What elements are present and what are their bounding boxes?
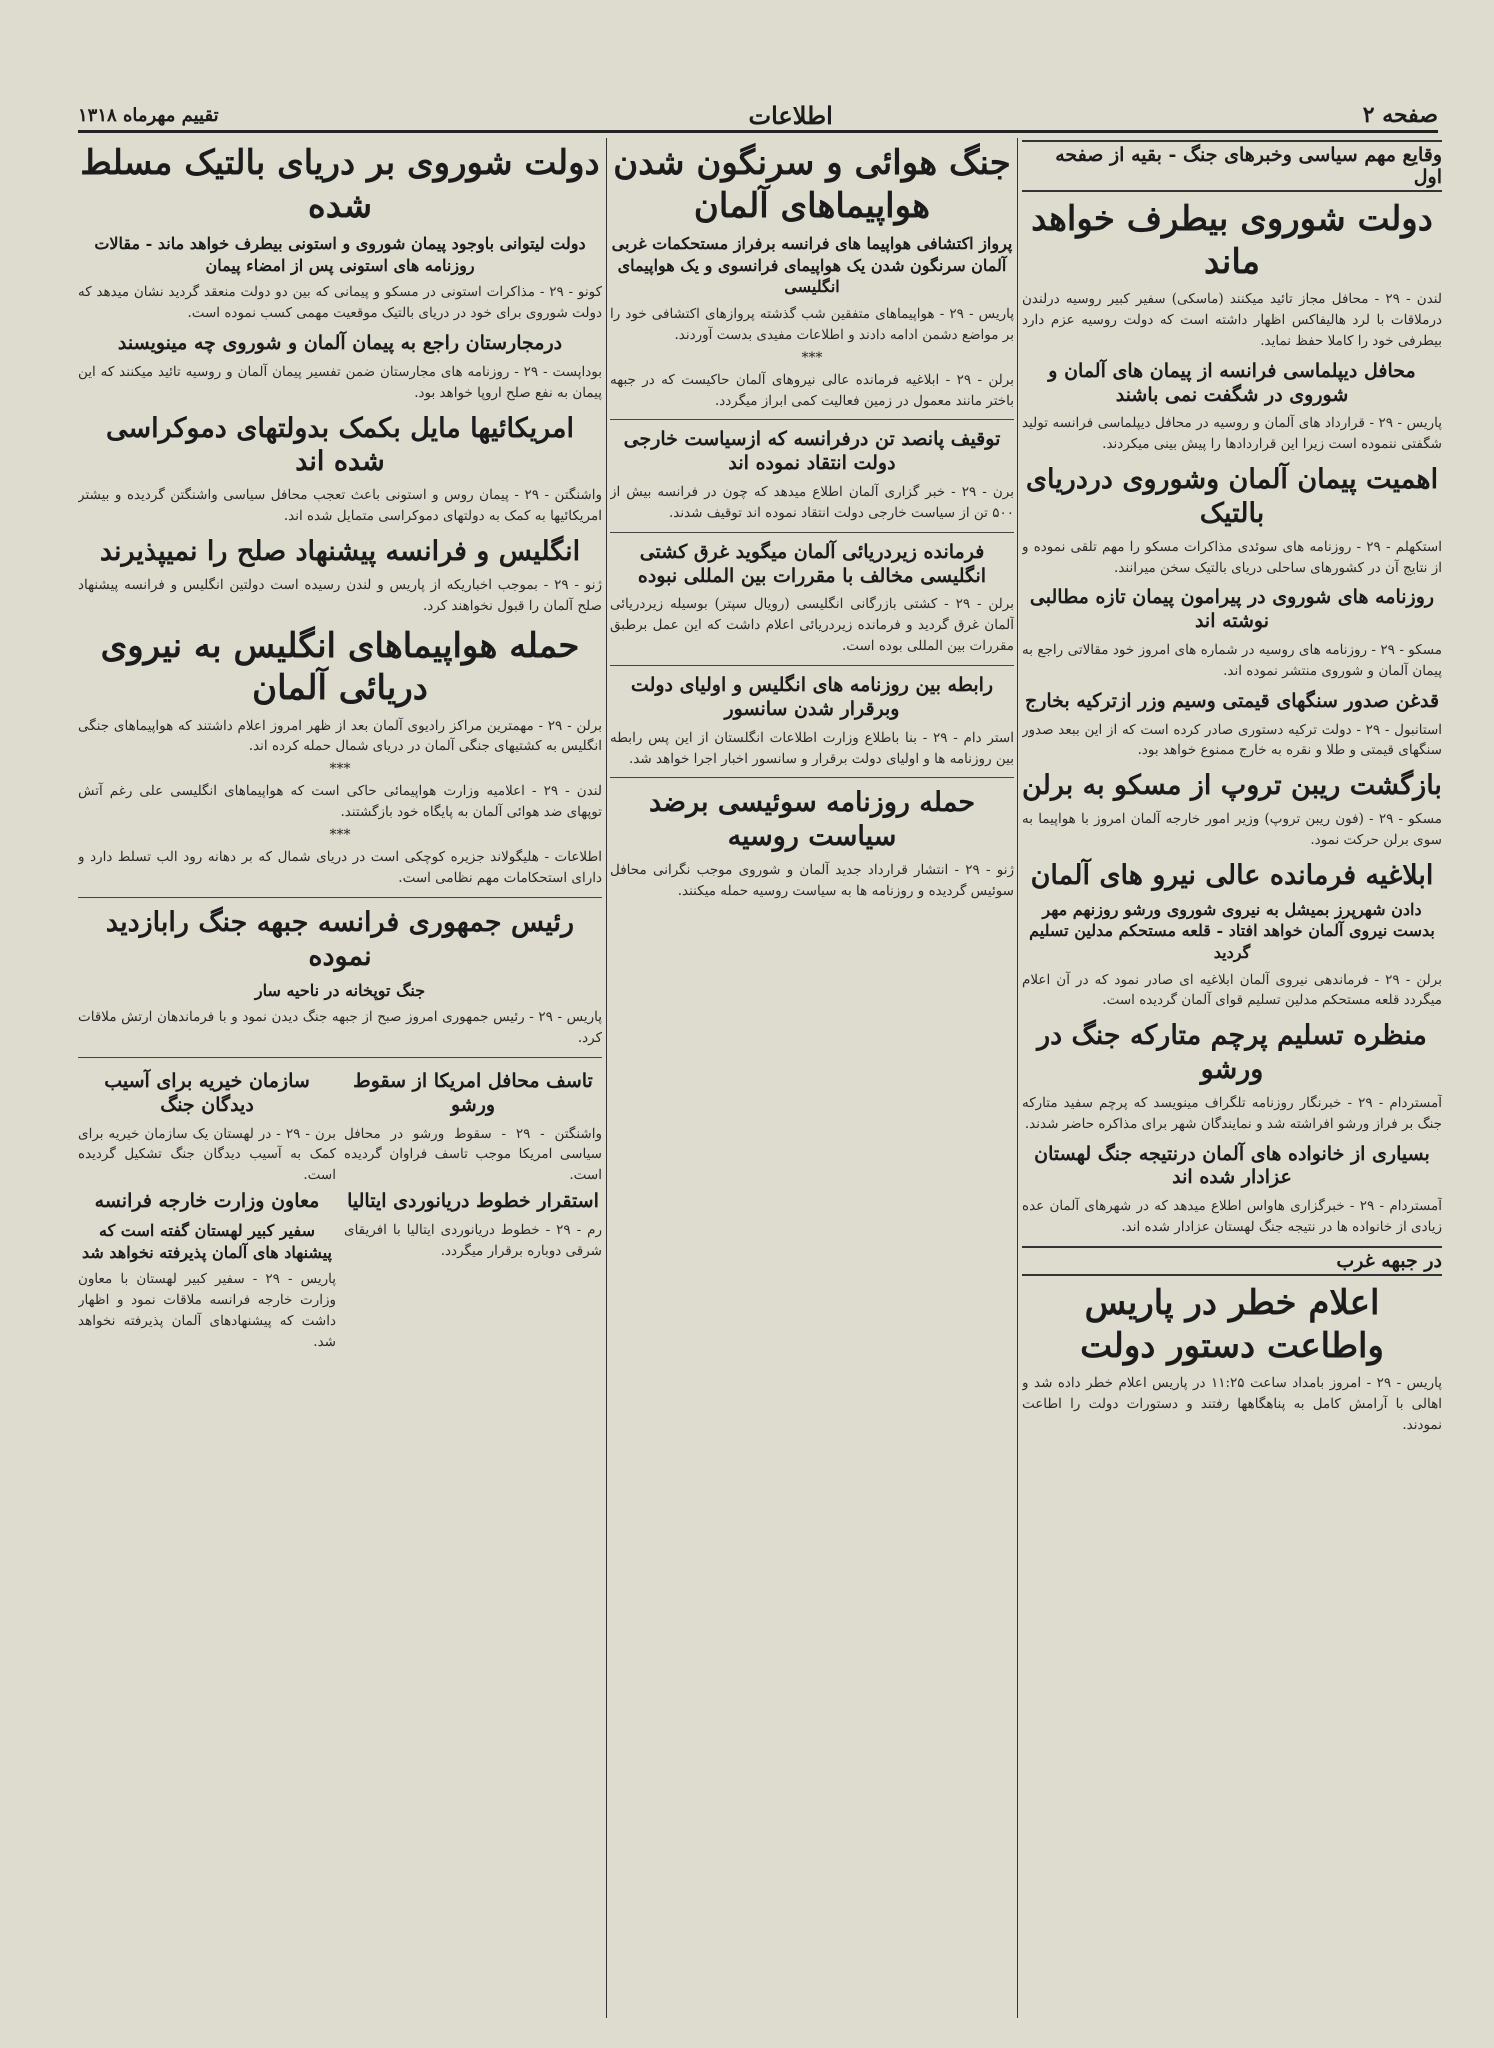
headline: سازمان خیریه برای آسیب دیدگان جنگ	[104, 1070, 310, 1116]
headline: انگلیس و فرانسه پیشنهاد صلح را نمیپذیرند	[99, 535, 581, 567]
article-body: استکهلم - ۲۹ - روزنامه های سوئدی مذاکرات مسکو را مهم تلقی نموده و از نتایج آن در کشورهای ساحلی دریای بالتیک سخن میرانند.	[1022, 538, 1442, 576]
article-body: برن - ۲۹ - خبر گزاری آلمان اطلاع میدهد که چون در فرانسه بیش از ۵۰۰ تن از سیاست خارجی دولت انتقاد نموده اند توقیف شدند.	[610, 483, 1014, 521]
headline: دولت شوروی بیطرف خواهد ماند	[1031, 199, 1433, 282]
bottom-left-cell	[78, 1066, 336, 1353]
article-body: برلن - ۲۹ - کشتی بازرگانی انگلیسی (رویال سپتر) بوسیله زیردریائی آلمان غرق گردید و فرمانده زیردریائی اعلام داشت که این عمل برطبق مقررات بین المللی بوده است.	[610, 596, 1014, 655]
article-body: اطلاعات - هلیگولاند جزیره کوچکی است در دریای شمال که بر دهانه رود الب تسلط دارد و دارای استحکامات مهم نظامی است.	[78, 849, 602, 887]
headline: رابطه بین روزنامه های انگلیس و اولیای دولت وبرقرار شدن سانسور	[630, 674, 994, 720]
article-body: پاریس - ۲۹ - هواپیماهای متفقین شب گذشته پروازهای اکتشافی خود را بر مواضع دشمن ادامه دادند و اطلاعات مفیدی بدست آوردند.	[610, 305, 1014, 343]
article-body: ژنو - ۲۹ - انتشار قرارداد جدید آلمان و شوروی موجب نگرانی محافل سوئیس گردیده و روزنامه ها به سیاست روسیه حمله میکنند.	[610, 861, 1014, 899]
column-rule-left	[606, 138, 607, 2018]
masthead	[78, 100, 1438, 133]
article-body: استانبول - ۲۹ - دولت ترکیه دستوری صادر کرده است که از این ببعد صدور سنگهای قیمتی و طلا و نقره به خارج ممنوع خواهد بود.	[1022, 721, 1442, 759]
article-body: برلن - ۲۹ - ابلاغیه فرمانده عالی نیروهای آلمان حاکیست که در جبهه باختر مانند معمول در زمین فعالیت کمی ابراز میگردد.	[610, 371, 1014, 409]
headline: اهمیت پیمان آلمان وشوروی دردریای بالتیک	[1025, 464, 1439, 529]
article-body: استر دام - ۲۹ - بنا باطلاع وزارت اطلاعات انگلستان از این پس رابطه بین روزنامه ها و اولیای دولت برقرار و سانسور اخبار اجرا خواهد شد.	[610, 729, 1014, 767]
article-air-war	[610, 142, 1014, 411]
headline: توقیف پانصد تن درفرانسه که ازسیاست خارجی دولت انتقاد نموده اند	[623, 428, 1001, 475]
headline: رئیس جمهوری فرانسه جبهه جنگ رابازدید نموده	[105, 907, 575, 972]
article-peace-rejected	[78, 535, 602, 617]
article-americans-democracies	[78, 412, 602, 527]
divider	[78, 897, 602, 898]
article-swiss-paper	[610, 786, 1014, 901]
article-body: کونو - ۲۹ - مذاکرات استونی در مسکو و پیمانی که بین دو دولت منعقد گردید نشان میدهد که دولت شوروی برای خود در دریای بالتیک موقعیت مهمی کسب نموده است.	[78, 284, 602, 322]
column-rule-right	[1017, 138, 1018, 2018]
article-ribbentrop-return	[1022, 769, 1442, 851]
article-president-front	[78, 906, 602, 1049]
article-raf-attack	[78, 625, 602, 890]
article-body: برن - ۲۹ - در لهستان یک سازمان خیریه برای کمک به آسیب دیدگان جنگ تشکیل گردیده است.	[78, 1125, 336, 1184]
page-number: صفحه ۲	[1362, 102, 1438, 128]
article-turkey-export	[1022, 690, 1442, 762]
article-body: لندن - ۲۹ - اعلامیه وزارت هواپیمائی حاکی است که هواپیماهای انگلیسی علی رغم آتش توپهای ضد هوائی آلمان به پایگاه خود بازگشتند.	[78, 783, 602, 821]
subheadline: پرواز اکتشافی هواپیما های فرانسه برفراز مستحکمات غربی آلمان سرنگون شدن یک هواپیمای فرانسوی و یک هواپیمای انگلیسی	[611, 234, 1013, 297]
article-submarine-commander	[610, 541, 1014, 657]
headline: معاون وزارت خارجه فرانسه	[94, 1190, 320, 1213]
headline: امریکائیها مایل بکمک بدولتهای دموکراسی شده اند	[105, 412, 575, 478]
newspaper-name: اطلاعات	[748, 100, 833, 130]
article-uk-censorship	[610, 674, 1014, 769]
bottom-row	[78, 1066, 602, 1353]
headline: جنگ هوائی و سرنگون شدن هواپیماهای آلمان	[613, 143, 1011, 226]
divider	[610, 665, 1014, 666]
headline: حمله روزنامه سوئیسی برضد سیاست روسیه	[648, 787, 976, 853]
column-right	[1022, 138, 1442, 2018]
article-body: لندن - ۲۹ - محافل مجاز تائید میکنند (ماسکی) سفیر کبیر روسیه درلندن درملاقات با لرد هالیفاکس اظهار داشته است که دولت روسیه عزم دارد بیطرفی خود را کاملا حفظ نماید.	[1022, 291, 1442, 349]
article-french-diplomacy	[1022, 360, 1442, 455]
headline: فرمانده زیردریائی آلمان میگوید غرق کشتی انگلیسی مخالف با مقررات بین المللی نبوده	[637, 540, 987, 587]
section-divider-stars: ***	[801, 349, 823, 366]
headline: استقرار خطوط دریانوردی ایتالیا	[347, 1190, 599, 1213]
subheadline: دادن شهرپرز بمیشل به نیروی شوروی ورشو روزنهم مهر بدست نیروی آلمان خواهد افتاد - قلعه مستحکم مدلین تسلیم گردید	[1029, 899, 1435, 962]
headline: قدغن صدور سنگهای قیمتی وسیم وزر ازترکیه بخارج	[1024, 689, 1440, 712]
article-body: برلن - ۲۹ - مهمترین مراکز رادیوی آلمان بعد از ظهر امروز اعلام داشتند که هواپیماهای جنگی انگلیس به کشتیهای جنگی آلمان در دریای شمال حمله کرده اند.	[78, 717, 602, 755]
headline: حمله هواپیماهای انگلیس به نیروی دریائی آلمان	[100, 625, 580, 709]
section-divider-stars: ***	[329, 761, 351, 778]
headline: محافل دیپلماسی فرانسه از پیمان های آلمان و شوروی در شگفت نمی باشند	[1048, 359, 1416, 406]
subheadline: سفیر کبیر لهستان گفته است که پیشنهاد های آلمان پذیرفته نخواهد شد	[82, 1221, 332, 1262]
article-paris-alert	[1022, 1282, 1442, 1436]
article-body: آمستردام - ۲۹ - خبرنگار روزنامه تلگراف مینویسد که پرچم سفید متارکه جنگ بر فراز ورشو افراشته شد و نمایندگان شهر برای مذاکره حاضر شدند.	[1022, 1094, 1442, 1132]
article-body: آمستردام - ۲۹ - خبرگزاری هاواس اطلاع میدهد که در شهرهای آلمان عده زیادی از خانواده ها در نتیجه جنگ لهستان عزادار شده اند.	[1022, 1198, 1442, 1236]
divider	[610, 532, 1014, 533]
subheadline: جنگ توپخانه در ناحیه سار	[254, 980, 426, 1000]
article-body: پاریس - ۲۹ - امروز بامداد ساعت ۱۱:۲۵ در پاریس اعلام خطر داده شد و اهالی با آرامش کامل به پناهگاهها رفتند و دستورات دولت را اطاعت نمودند.	[1022, 1375, 1442, 1433]
headline: تاسف محافل امریکا از سقوط ورشو	[353, 1070, 593, 1116]
section-band-west: در جبهه غرب	[1022, 1246, 1442, 1276]
divider	[610, 419, 1014, 420]
article-baltic-pact	[1022, 463, 1442, 578]
bottom-right-cell	[344, 1066, 602, 1353]
article-body: پاریس - ۲۹ - رئیس جمهوری امروز صبح از جبهه جنگ دیدن نمود و با فرماندهان ارتش ملاقات کرد.	[78, 1009, 602, 1047]
subheadline: دولت لیتوانی باوجود پیمان شوروی و استونی بیطرف خواهد ماند - مقالات روزنامه های استونی پس از امضاء پیمان	[94, 234, 586, 275]
article-body: برلن - ۲۹ - فرماندهی نیروی آلمان ابلاغیه ای صادر نمود که در آن اعلام میگردد قلعه مستحکم مدلین تسلیم قوای آلمان گردیده است.	[1022, 971, 1442, 1009]
headline: دولت شوروی بر دریای بالتیک مسلط شده	[80, 143, 600, 226]
article-german-command	[1022, 859, 1442, 1011]
article-german-families	[1022, 1143, 1442, 1238]
article-soviet-press	[1022, 586, 1442, 681]
article-body: ژنو - ۲۹ - بموجب اخباریکه از پاریس و لندن رسیده است دولتین انگلیس و فرانسه پیشنهاد صلح آلمان را قبول نخواهند کرد.	[78, 576, 602, 614]
article-body: واشنگتن - ۲۹ - پیمان روس و استونی باعث تعجب محافل سیاسی واشنگتن گردیده و بیشتر امریکائیها به کمک به دولتهای دموکراسی متمایل شده اند.	[78, 487, 602, 525]
divider	[610, 777, 1014, 778]
article-hungary-press	[78, 332, 602, 404]
article-body: رم - ۲۹ - خطوط دریانوردی ایتالیا با افریقای شرقی دوباره برقرار میگردد.	[344, 1222, 602, 1259]
divider	[78, 1057, 602, 1058]
headline: بازگشت ریبن تروپ از مسکو به برلن	[1022, 770, 1442, 802]
section-band: وقایع مهم سیاسی وخبرهای جنگ - بقیه از صفحه اول	[1022, 140, 1442, 192]
headline: اعلام خطر در پاریس واطاعت دستور دولت	[1080, 1283, 1384, 1366]
column-left	[78, 138, 602, 2018]
article-body: پاریس - ۲۹ - سفیر کبیر لهستان با معاون وزارت خارجه فرانسه ملاقات نمود و اظهار داشت که پیشنهادهای آلمان پذیرفته نخواهد شد.	[78, 1271, 336, 1350]
headline: روزنامه های شوروی در پیرامون پیمان تازه مطالبی نوشته اند	[1029, 586, 1435, 633]
article-baltic-dominance	[78, 142, 602, 324]
headline: منظره تسلیم پرچم متارکه جنگ در ورشو	[1037, 1020, 1427, 1086]
section-divider-stars: ***	[329, 827, 351, 844]
article-body: واشنگتن - ۲۹ - سقوط ورشو در محافل سیاسی امریکا موجب تاسف فراوان گردیده است.	[344, 1125, 602, 1184]
column-middle	[610, 138, 1014, 2018]
article-soviet-neutral	[1022, 198, 1442, 352]
article-body: پاریس - ۲۹ - قرارداد های آلمان و روسیه در محافل دیپلماسی فرانسه تولید شگفتی ننموده است زیرا این قراردادها را پیش بینی میکردند.	[1022, 415, 1442, 453]
article-body: بوداپست - ۲۹ - روزنامه های مجارستان ضمن تفسیر پیمان آلمان و روسیه تائید میکنند که این پیمان به نفع صلح اروپا خواهد بود.	[78, 363, 602, 401]
headline: درمجارستان راجع به پیمان آلمان و شوروی چه مینویسند	[117, 332, 563, 355]
headline: بسیاری از خانواده های آلمان درنتیجه جنگ لهستان عزادار شده اند	[1034, 1142, 1430, 1189]
article-warsaw-surrender	[1022, 1019, 1442, 1134]
article-body: مسکو - ۲۹ - روزنامه های روسیه در شماره های امروز خود مقالاتی راجع به پیمان آلمان و شوروی منتشر نموده اند.	[1022, 641, 1442, 679]
article-france-arrests	[610, 428, 1014, 523]
article-body: مسکو - ۲۹ - (فون ریبن تروپ) وزیر امور خارجه آلمان امروز با هواپیما به سوی برلن حرکت نمود.	[1022, 811, 1442, 849]
headline: ابلاغیه فرمانده عالی نیرو های آلمان	[1030, 859, 1434, 891]
issue-date: تقییم مهرماه ۱۳۱۸	[78, 104, 219, 126]
